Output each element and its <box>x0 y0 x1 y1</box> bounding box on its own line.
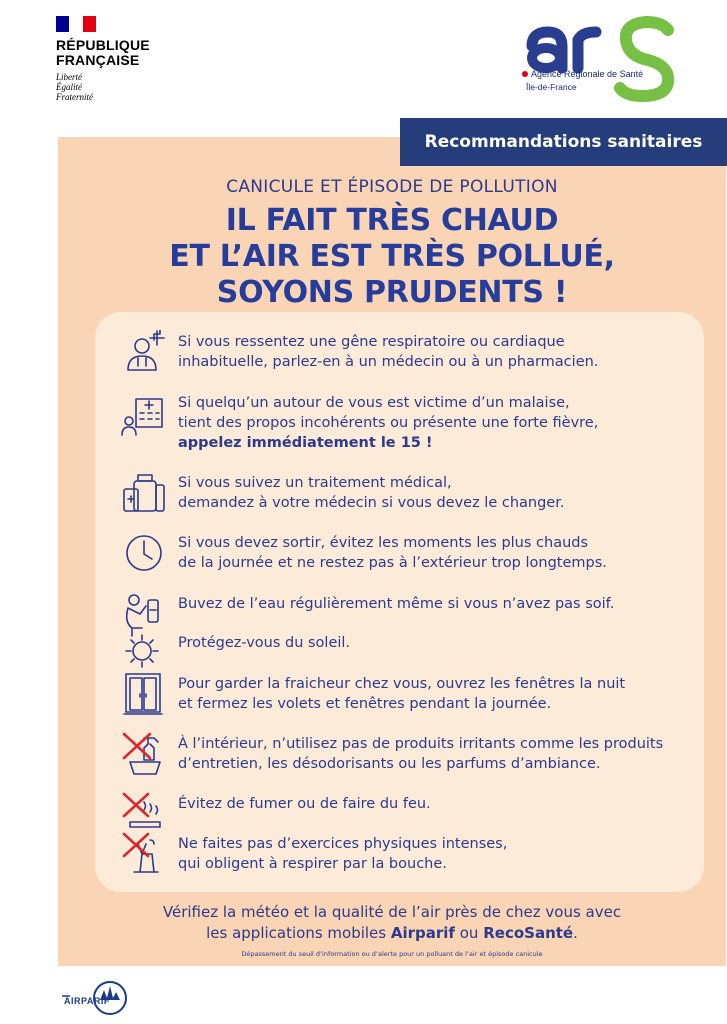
recommendation-item <box>120 674 700 718</box>
clock-icon <box>120 531 170 577</box>
ars-red-dot-icon <box>522 71 528 77</box>
subtitle: CANICULE ET ÉPISODE DE POLLUTION <box>226 177 558 197</box>
recommendation-text: et fermez les volets et fenêtres pendant la journée. <box>178 696 552 712</box>
recommendation-item <box>120 834 700 878</box>
recommendation-item <box>120 533 700 577</box>
headline-line-2: ET L’AIR EST TRÈS POLLUÉ, <box>169 239 615 274</box>
recommendation-text: Pour garder la fraicheur chez vous, ouvrez les fenêtres la nuit <box>178 676 626 692</box>
recommendation-text: Ne faites pas d’exercices physiques intenses, <box>178 836 508 852</box>
recommendation-text: tient des propos incohérents ou présente une forte fièvre, <box>178 415 599 431</box>
recommendation-text: Buvez de l’eau régulièrement même si vous n’avez pas soif. <box>178 596 615 612</box>
recommendation-item <box>120 594 700 638</box>
recommendation-item <box>120 633 700 677</box>
ars-agency-name: Agence Régionale de Santé <box>531 69 644 79</box>
sun-icon <box>120 631 170 677</box>
no-cleaning-products-icon <box>120 732 170 778</box>
recommendation-text: À l’intérieur, n’utilisez pas de produits irritants comme les produits <box>178 736 664 752</box>
recommendation-item <box>120 734 700 778</box>
recommendation-item <box>120 473 700 517</box>
recommendation-text: Si vous ressentez une gêne respiratoire ou cardiaque <box>178 334 565 350</box>
recommendation-text: Si vous suivez un traitement médical, <box>178 475 452 491</box>
hospital-icon <box>120 391 170 437</box>
recommendation-item <box>120 393 700 453</box>
motto-liberte: Liberté <box>56 72 82 82</box>
motto-egalite: Égalité <box>56 82 82 92</box>
ars-logo <box>522 16 682 106</box>
footer-line-2-suffix: . <box>573 924 578 942</box>
republique-francaise-logo <box>56 16 166 102</box>
recommendation-text: Si vous devez sortir, évitez les moments les plus chauds <box>178 535 589 551</box>
footer-line-1: Vérifiez la météo et la qualité de l’air près de chez vous avec <box>162 903 622 921</box>
recommendation-item <box>120 332 700 376</box>
recommendation-text: Si quelqu’un autour de vous est victime d’un malaise, <box>178 395 570 411</box>
window-icon <box>120 672 170 718</box>
recommendation-text: de la journée et ne restez pas à l’extérieur trop longtemps. <box>178 555 607 571</box>
doctor-icon <box>120 330 170 376</box>
recommendation-text: d’entretien, les désodorisants ou les parfums d’ambiance. <box>178 756 601 772</box>
medicine-icon <box>120 471 170 517</box>
airparif-app-name: Airparif <box>390 924 455 942</box>
recommendation-text: qui obligent à respirer par la bouche. <box>178 856 447 872</box>
recommendations-tag: Recommandations sanitaires <box>400 118 727 166</box>
footer-connector: ou <box>459 924 479 942</box>
motto-fraternite: Fraternité <box>56 92 93 102</box>
footer-line-2-prefix: les applications mobiles <box>206 924 387 942</box>
recosante-app-name: RecoSanté <box>483 924 574 942</box>
headline <box>58 203 726 311</box>
footnote: Dépassement du seuil d’information ou d’alerte pour un polluant de l’air et épisode canicule <box>241 950 543 958</box>
republic-name-line2: FRANÇAISE <box>56 52 140 68</box>
emergency-call-text: appelez immédiatement le 15 ! <box>178 435 433 451</box>
republic-name-line1: RÉPUBLIQUE <box>56 37 150 53</box>
footer-apps-info <box>58 902 726 944</box>
airparif-logo-text: AIRPARIF <box>64 996 110 1006</box>
no-exercise-icon <box>120 832 170 878</box>
french-flag-icon <box>56 16 96 32</box>
headline-line-3: SOYONS PRUDENTS ! <box>216 275 568 310</box>
recommendation-text: inhabituelle, parlez-en à un médecin ou à un pharmacien. <box>178 354 599 370</box>
recommendation-text: Protégez-vous du soleil. <box>178 635 351 651</box>
recommendation-text: demandez à votre médecin si vous devez le changer. <box>178 495 565 511</box>
headline-line-1: IL FAIT TRÈS CHAUD <box>225 203 559 238</box>
ars-region-name: Île-de-France <box>526 82 577 92</box>
recommendation-item <box>120 794 700 838</box>
recommendation-text: Évitez de fumer ou de faire du feu. <box>178 796 431 812</box>
